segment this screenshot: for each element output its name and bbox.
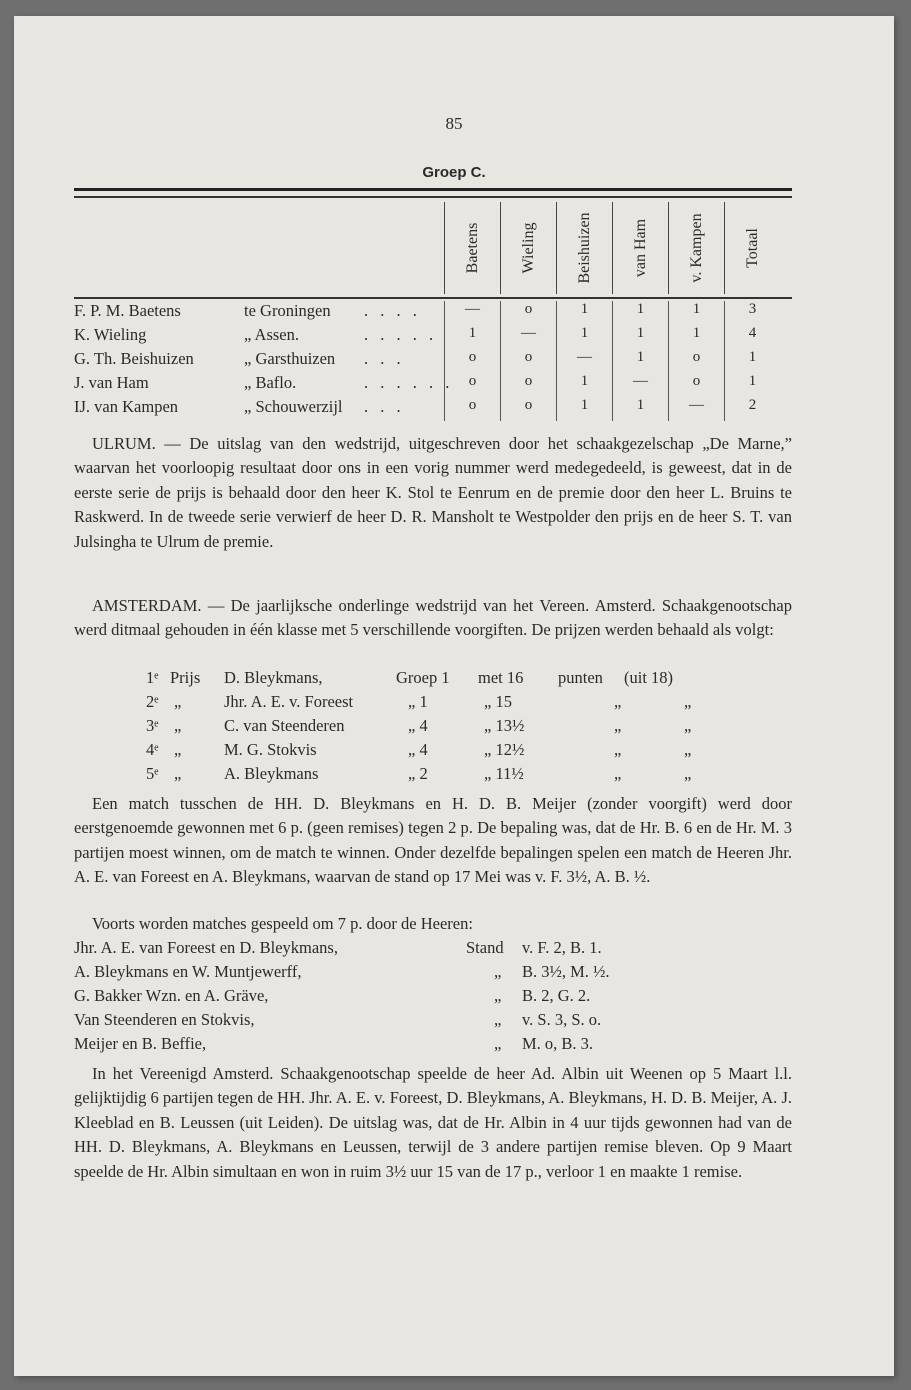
match-score: B. 3½, M. ½. bbox=[522, 962, 610, 981]
prize-label: „ bbox=[174, 692, 182, 711]
match-players: Meijer en B. Beffie, bbox=[74, 1034, 207, 1053]
match-score: B. 2, G. 2. bbox=[522, 986, 591, 1005]
score-cell: 1 bbox=[556, 325, 612, 349]
score-cell: — bbox=[612, 373, 668, 397]
player-place: „ Baflo. bbox=[244, 373, 297, 392]
score-cell: — bbox=[556, 349, 612, 373]
total-cell: 4 bbox=[724, 325, 780, 349]
prize-unit: „ bbox=[614, 716, 622, 735]
score-cell: — bbox=[500, 325, 556, 349]
prize-unit: „ bbox=[614, 740, 622, 759]
table-top-rule-thin bbox=[74, 196, 792, 198]
prize-name: C. van Steenderen bbox=[224, 716, 345, 735]
player-place: „ Schouwerzijl bbox=[244, 397, 343, 416]
match-label: „ bbox=[494, 962, 502, 981]
score-cell: o bbox=[444, 397, 500, 421]
prize-note: „ bbox=[684, 740, 692, 759]
score-cell: 1 bbox=[668, 301, 724, 325]
prize-score: „ 15 bbox=[484, 692, 512, 711]
match-players: Jhr. A. E. van Foreest en D. Bleykmans, bbox=[74, 938, 338, 957]
group-title: Groep C. bbox=[422, 164, 486, 181]
match-label: „ bbox=[494, 1010, 502, 1029]
prize-unit: „ bbox=[614, 692, 622, 711]
match-players: A. Bleykmans en W. Muntjewerff, bbox=[74, 962, 302, 981]
prize-group: „ 4 bbox=[408, 740, 428, 759]
prize-name: Jhr. A. E. v. Foreest bbox=[224, 692, 354, 711]
prize-score: „ 11½ bbox=[484, 764, 524, 783]
prize-unit: „ bbox=[614, 764, 622, 783]
prize-note: „ bbox=[684, 716, 692, 735]
prize-rank: 5ᵉ bbox=[146, 764, 159, 783]
prize-label: „ bbox=[174, 740, 182, 759]
score-cell: — bbox=[668, 397, 724, 421]
score-cell: 1 bbox=[612, 325, 668, 349]
paragraph-ulrum: ULRUM. — De uitslag van den wedstrijd, uitgeschreven door het schaakgezelschap „De Marne,” waarvan het voorloopig resultaat door ons in een vorig nummer werd medegedeeld, is geweest, dat in de eerste serie de prijs is behaald door den heer K. Stol te Eenrum en de premie door den heer L. Bruins te Raskwerd. In de tweede serie verwierf de heer D. R. Mansholt te Westpolder den prijs en de heer S. T. van Julsingha te Ulrum de premie. bbox=[74, 434, 792, 551]
column-header: Wieling bbox=[500, 202, 556, 294]
match-row bbox=[74, 986, 792, 1010]
match-row bbox=[74, 1034, 792, 1058]
score-cell: o bbox=[500, 373, 556, 397]
prize-rank: 4ᵉ bbox=[146, 740, 159, 759]
prize-unit: punten bbox=[558, 668, 603, 687]
match-row bbox=[74, 962, 792, 986]
player-place: te Groningen bbox=[244, 301, 331, 320]
dot-leader: . . . bbox=[364, 397, 405, 416]
table-header-rule bbox=[74, 297, 792, 299]
prize-score: „ 13½ bbox=[484, 716, 525, 735]
prize-label: „ bbox=[174, 764, 182, 783]
match-players: Van Steenderen en Stokvis, bbox=[74, 1010, 255, 1029]
total-cell: 1 bbox=[724, 349, 780, 373]
player-name: K. Wieling bbox=[74, 325, 147, 344]
player-place: „ Garsthuizen bbox=[244, 349, 336, 368]
match-row bbox=[74, 938, 792, 962]
column-header: van Ham bbox=[612, 202, 668, 294]
score-cell: o bbox=[500, 397, 556, 421]
paragraph-albin: In het Vereenigd Amsterd. Schaakgenootschap speelde de heer Ad. Albin uit Weenen op 5 Maart l.l. gelijktijdig 6 partijen tegen de HH. Jhr. A. E. v. Foreest, D. Bleykmans, A. Bleykmans, H. D. B. Meijer, A. J. Kleeblad en B. Leussen (uit Leiden). De uitslag was, dat de Hr. Albin in 4 uur tijds gewonnen had van de HH. D. Bleykmans, A. Bleykmans en Leussen, terwijl de 3 andere partijen remise bleven. Op 9 Maart speelde de Hr. Albin simultaan en won in ruim 3½ uur 15 van de 17 p., verloor 1 en maakte 1 remise. bbox=[74, 1064, 792, 1181]
prize-group: „ 1 bbox=[408, 692, 428, 711]
score-cell: o bbox=[444, 349, 500, 373]
prize-score: met 16 bbox=[478, 668, 524, 687]
dot-leader: . . . . . bbox=[364, 325, 438, 344]
prize-name: A. Bleykmans bbox=[224, 764, 319, 783]
score-cell: 1 bbox=[556, 397, 612, 421]
match-label: Stand bbox=[466, 938, 504, 957]
page bbox=[14, 16, 894, 1376]
dot-leader: . . . . bbox=[364, 301, 421, 320]
column-header: Beishuizen bbox=[556, 202, 612, 294]
player-name: IJ. van Kampen bbox=[74, 397, 179, 416]
score-cell: 1 bbox=[668, 325, 724, 349]
score-cell: 1 bbox=[612, 301, 668, 325]
score-cell: o bbox=[668, 373, 724, 397]
score-cell: 1 bbox=[556, 301, 612, 325]
column-header: Baetens bbox=[444, 202, 500, 294]
score-cell: o bbox=[500, 301, 556, 325]
match-label: „ bbox=[494, 986, 502, 1005]
total-cell: 2 bbox=[724, 397, 780, 421]
prize-group: „ 4 bbox=[408, 716, 428, 735]
prize-note: „ bbox=[684, 692, 692, 711]
dot-leader: . . . . . . bbox=[364, 373, 454, 392]
prize-score: „ 12½ bbox=[484, 740, 525, 759]
score-cell: 1 bbox=[444, 325, 500, 349]
prize-name: D. Bleykmans, bbox=[224, 668, 323, 687]
score-cell: o bbox=[668, 349, 724, 373]
prize-group: „ 2 bbox=[408, 764, 428, 783]
score-cell: 1 bbox=[612, 397, 668, 421]
dot-leader: . . . bbox=[364, 349, 405, 368]
match-label: „ bbox=[494, 1034, 502, 1053]
prize-rank: 3ᵉ bbox=[146, 716, 159, 735]
match-score: v. S. 3, S. o. bbox=[522, 1010, 602, 1029]
match-score: v. F. 2, B. 1. bbox=[522, 938, 602, 957]
prize-label: Prijs bbox=[170, 668, 201, 687]
total-cell: 3 bbox=[724, 301, 780, 325]
player-place: „ Assen. bbox=[244, 325, 299, 344]
score-cell: 1 bbox=[612, 349, 668, 373]
prize-rank: 1ᵉ bbox=[146, 668, 159, 687]
page-number: 85 bbox=[445, 114, 463, 133]
score-cell: 1 bbox=[556, 373, 612, 397]
prize-name: M. G. Stokvis bbox=[224, 740, 317, 759]
score-cell: o bbox=[444, 373, 500, 397]
match-score: M. o, B. 3. bbox=[522, 1034, 594, 1053]
score-cell: — bbox=[444, 301, 500, 325]
player-name: F. P. M. Baetens bbox=[74, 301, 181, 320]
player-name: J. van Ham bbox=[74, 373, 149, 392]
prize-group: Groep 1 bbox=[396, 668, 450, 687]
score-cell: o bbox=[500, 349, 556, 373]
matches-lead: Voorts worden matches gespeeld om 7 p. door de Heeren: bbox=[92, 914, 473, 933]
prize-note: (uit 18) bbox=[624, 668, 674, 687]
prize-rank: 2ᵉ bbox=[146, 692, 159, 711]
column-header: Totaal bbox=[724, 202, 780, 294]
paragraph-match: Een match tusschen de HH. D. Bleykmans en H. D. B. Meijer (zonder voorgift) werd door eerstgenoemde gewonnen met 6 p. (geen remises) tegen 2 p. De bepaling was, dat de Hr. B. 6 en de Hr. M. 3 partijen moest winnen, om de match te winnen. Onder dezelfde bepalingen spelen een match de Heeren Jhr. A. E. van Foreest en A. Bleykmans, waarvan de stand op 17 Mei was v. F. 3½, A. B. ½. bbox=[74, 794, 792, 887]
player-name: G. Th. Beishuizen bbox=[74, 349, 194, 368]
prize-note: „ bbox=[684, 764, 692, 783]
table-top-rule bbox=[74, 188, 792, 191]
total-cell: 1 bbox=[724, 373, 780, 397]
paragraph-amsterdam: AMSTERDAM. — De jaarlijksche onderlinge wedstrijd van het Vereen. Amsterd. Schaakgenootschap werd ditmaal gehouden in één klasse met 5 verschillende voorgiften. De prijzen werden behaald als volgt: bbox=[74, 596, 792, 640]
column-header: v. Kampen bbox=[668, 202, 724, 294]
match-players: G. Bakker Wzn. en A. Gräve, bbox=[74, 986, 269, 1005]
prize-label: „ bbox=[174, 716, 182, 735]
match-row bbox=[74, 1010, 792, 1034]
